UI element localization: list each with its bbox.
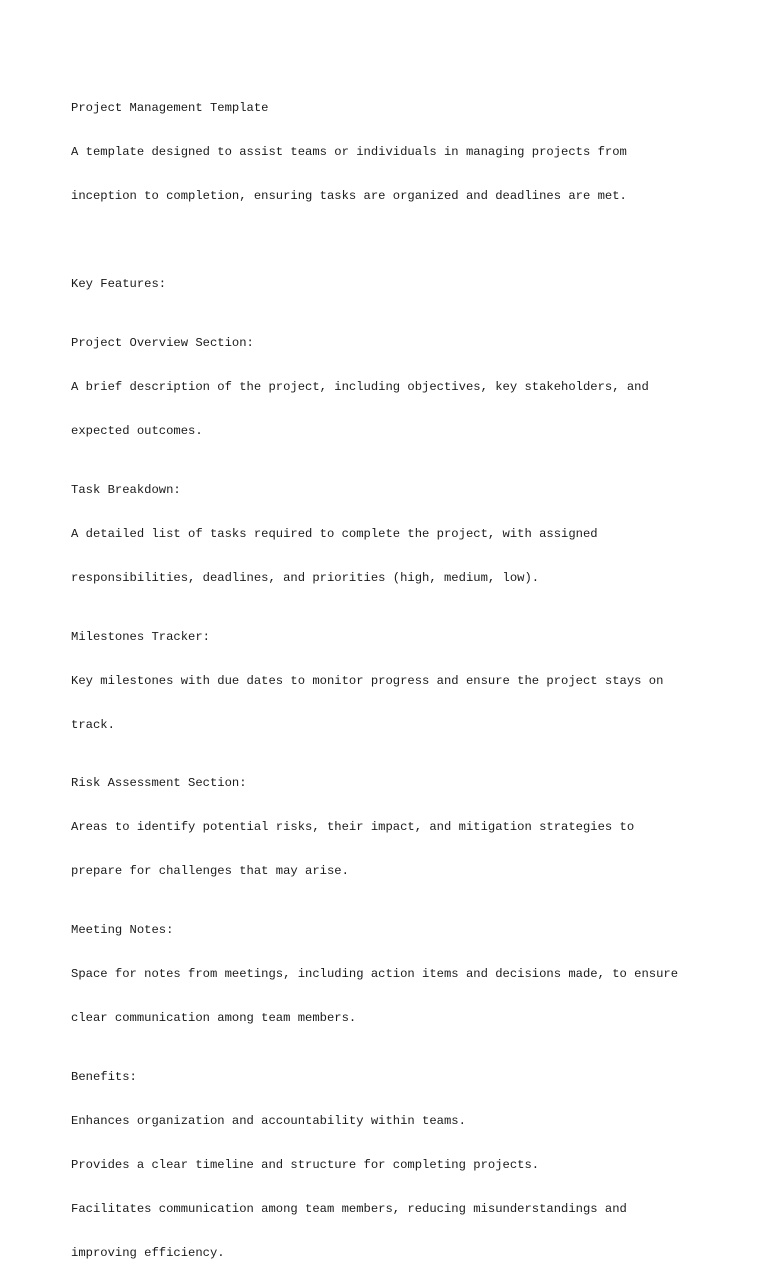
benefit-line: improving efficiency. [71, 1245, 225, 1260]
benefit-line: Enhances organization and accountability within teams. [71, 1113, 466, 1128]
section-body-line: A brief description of the project, including objectives, key stakeholders, and [71, 380, 649, 395]
section-body-line: Space for notes from meetings, including action items and decisions made, to ensure [71, 966, 679, 981]
section-heading-risk-assessment: Risk Assessment Section: [71, 776, 247, 791]
section-body-line: Key milestones with due dates to monitor progress and ensure the project stays on [71, 673, 664, 688]
key-features-heading: Key Features: [71, 277, 167, 292]
section-body-line: A detailed list of tasks required to complete the project, with assigned [71, 526, 598, 541]
benefit-line: Facilitates communication among team members, reducing misunderstandings and [71, 1201, 627, 1216]
benefit-line: Provides a clear timeline and structure for completing projects. [71, 1157, 540, 1172]
section-body-line: prepare for challenges that may arise. [71, 864, 349, 879]
section-heading-meeting-notes: Meeting Notes: [71, 922, 174, 937]
section-heading-task-breakdown: Task Breakdown: [71, 482, 181, 497]
document-title: Project Management Template [71, 101, 269, 116]
section-body-line: Areas to identify potential risks, their impact, and mitigation strategies to [71, 820, 635, 835]
section-body-line: track. [71, 717, 115, 732]
section-heading-milestones-tracker: Milestones Tracker: [71, 629, 210, 644]
intro-line-1: A template designed to assist teams or individuals in managing projects from [71, 145, 627, 160]
document-page [71, 72, 751, 1275]
intro-line-2: inception to completion, ensuring tasks are organized and deadlines are met. [71, 189, 627, 204]
section-body-line: responsibilities, deadlines, and priorities (high, medium, low). [71, 570, 540, 585]
benefits-heading: Benefits: [71, 1069, 137, 1084]
section-body-line: expected outcomes. [71, 424, 203, 439]
blank-line [71, 233, 751, 248]
section-body-line: clear communication among team members. [71, 1010, 357, 1025]
section-heading-project-overview: Project Overview Section: [71, 336, 254, 351]
